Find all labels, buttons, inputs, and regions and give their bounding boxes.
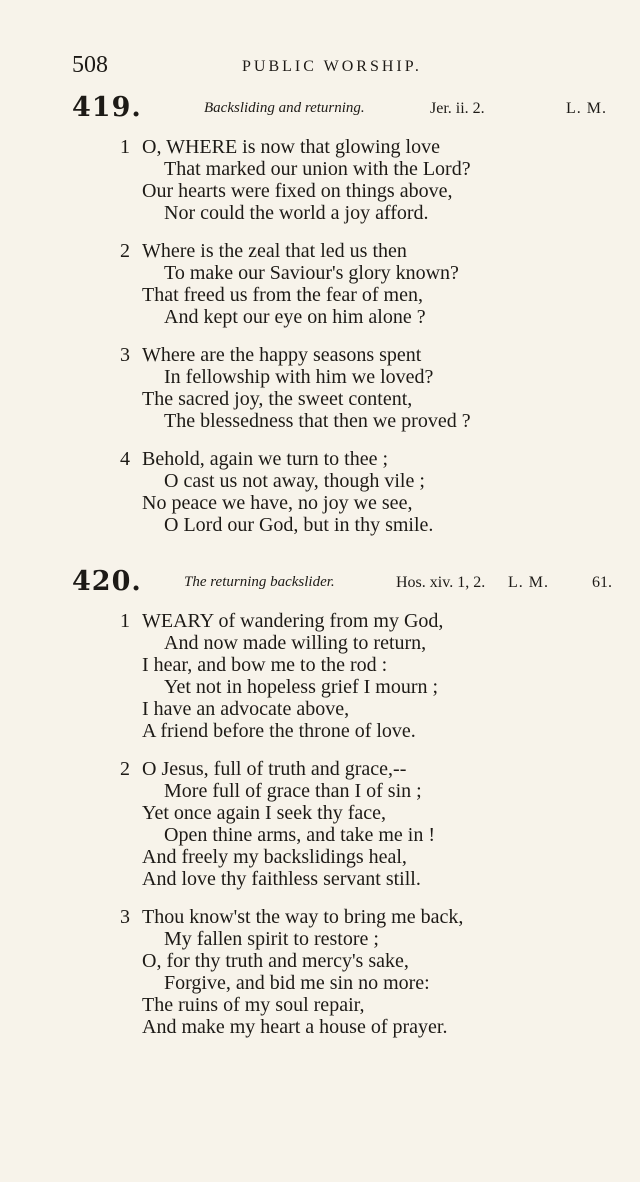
verse-line: That freed us from the fear of men, (142, 284, 423, 306)
verse-line: O, for thy truth and mercy's sake, (142, 950, 409, 972)
verse-line: O cast us not away, though vile ; (164, 470, 425, 492)
verse-line: And kept our eye on him alone ? (164, 306, 426, 328)
hymn-meter: L. M. (508, 574, 549, 591)
hymn-header (72, 566, 620, 602)
stanza-list (72, 610, 620, 1038)
stanza-number: 2 (120, 240, 130, 262)
stanza (72, 758, 620, 890)
hymn-title: Backsliding and returning. (204, 100, 365, 116)
verse-line: Yet once again I seek thy face, (142, 802, 386, 824)
verse-line: I have an advocate above, (142, 698, 350, 720)
stanza-number: 4 (120, 448, 130, 470)
verse-line: My fallen spirit to restore ; (164, 928, 379, 950)
verse-line: That marked our union with the Lord? (164, 158, 471, 180)
stanza (72, 240, 620, 328)
verse-line: Behold, again we turn to thee ; (142, 448, 389, 470)
verse-line: O Lord our God, but in thy smile. (164, 514, 434, 536)
verse-line: O Jesus, full of truth and grace,-- (142, 758, 407, 780)
page-number: 508 (72, 52, 108, 78)
stanza-number: 1 (120, 610, 130, 632)
verse-line: The sacred joy, the sweet content, (142, 388, 413, 410)
hymn-419 (72, 92, 620, 552)
stanza (72, 136, 620, 224)
hymn-header (72, 92, 620, 128)
verse-line: A friend before the throne of love. (142, 720, 416, 742)
verse-line: And make my heart a house of prayer. (142, 1016, 448, 1038)
stanza (72, 610, 620, 742)
hymn-title: The returning backslider. (184, 574, 335, 590)
hymn-420 (72, 566, 620, 1054)
tune-number: 61. (592, 574, 612, 591)
verse-line: And love thy faithless servant still. (142, 868, 421, 890)
stanza (72, 906, 620, 1038)
stanza-number: 3 (120, 344, 130, 366)
verse-line: Yet not in hopeless grief I mourn ; (164, 676, 439, 698)
verse-line: To make our Saviour's glory known? (164, 262, 459, 284)
verse-line: More full of grace than I of sin ; (164, 780, 422, 802)
verse-line: Our hearts were fixed on things above, (142, 180, 453, 202)
running-head: PUBLIC WORSHIP. (242, 58, 422, 75)
verse-line: And freely my backslidings heal, (142, 846, 407, 868)
verse-line: Forgive, and bid me sin no more: (164, 972, 430, 994)
verse-line: Nor could the world a joy afford. (164, 202, 429, 224)
stanza-number: 3 (120, 906, 130, 928)
hymn-number: 419. (72, 92, 142, 123)
stanza (72, 344, 620, 432)
verse-line: The ruins of my soul repair, (142, 994, 365, 1016)
verse-line: Open thine arms, and take me in ! (164, 824, 436, 846)
verse-line: In fellowship with him we loved? (164, 366, 434, 388)
stanza-list (72, 136, 620, 536)
hymn-number: 420. (72, 566, 142, 597)
verse-line: The blessedness that then we proved ? (164, 410, 471, 432)
verse-line: Where are the happy seasons spent (142, 344, 422, 366)
scripture-reference: Hos. xiv. 1, 2. (396, 574, 486, 591)
verse-line: I hear, and bow me to the rod : (142, 654, 388, 676)
verse-line: Thou know'st the way to bring me back, (142, 906, 464, 928)
stanza (72, 448, 620, 536)
stanza-number: 1 (120, 136, 130, 158)
verse-line: O, WHERE is now that glowing love (142, 136, 440, 158)
verse-line: And now made willing to return, (164, 632, 427, 654)
verse-line: Where is the zeal that led us then (142, 240, 407, 262)
stanza-number: 2 (120, 758, 130, 780)
verse-line: WEARY of wandering from my God, (142, 610, 444, 632)
verse-line: No peace we have, no joy we see, (142, 492, 413, 514)
hymn-meter: L. M. (566, 100, 607, 117)
scripture-reference: Jer. ii. 2. (430, 100, 485, 117)
page-header (72, 52, 610, 82)
